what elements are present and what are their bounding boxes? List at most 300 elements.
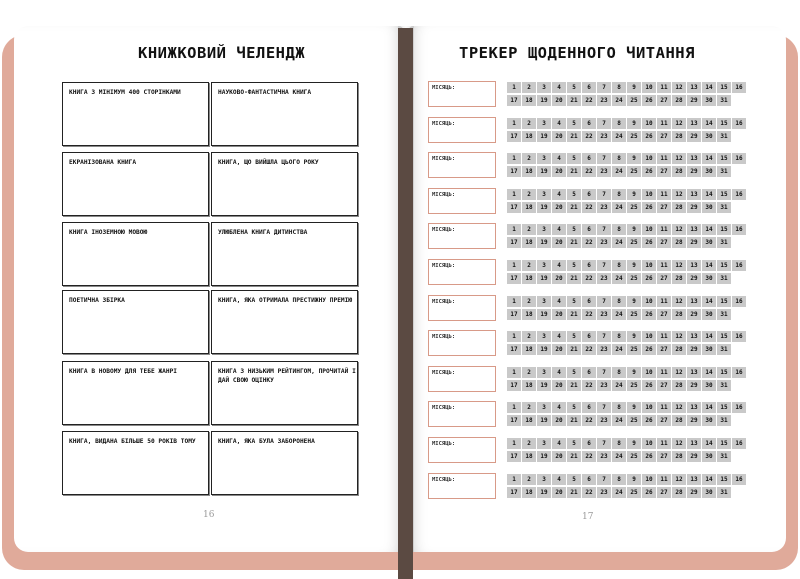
day-cell[interactable]: 8 [612, 331, 626, 342]
day-cell[interactable]: 15 [717, 331, 731, 342]
day-cell[interactable]: 20 [552, 415, 566, 426]
day-cell[interactable]: 4 [552, 438, 566, 449]
day-cell[interactable]: 5 [567, 402, 581, 413]
day-cell[interactable]: 30 [702, 166, 716, 177]
day-cell[interactable]: 10 [642, 296, 656, 307]
day-cell[interactable]: 20 [552, 237, 566, 248]
day-cell[interactable]: 30 [702, 487, 716, 498]
day-cell[interactable]: 28 [672, 451, 686, 462]
day-cell[interactable]: 13 [687, 224, 701, 235]
challenge-box[interactable] [211, 152, 358, 216]
day-cell[interactable]: 26 [642, 451, 656, 462]
day-cell[interactable]: 15 [717, 118, 731, 129]
day-cell[interactable]: 11 [657, 224, 671, 235]
day-cell[interactable]: 7 [597, 474, 611, 485]
month-field[interactable] [428, 223, 496, 249]
day-cell[interactable]: 16 [732, 224, 746, 235]
day-cell[interactable]: 22 [582, 415, 596, 426]
day-cell[interactable]: 6 [582, 118, 596, 129]
day-cell[interactable]: 7 [597, 224, 611, 235]
challenge-box[interactable] [211, 361, 358, 425]
day-cell[interactable]: 3 [537, 296, 551, 307]
day-cell[interactable]: 10 [642, 402, 656, 413]
day-cell[interactable]: 15 [717, 474, 731, 485]
day-cell[interactable]: 1 [507, 367, 521, 378]
day-cell[interactable]: 11 [657, 260, 671, 271]
day-cell[interactable]: 8 [612, 118, 626, 129]
day-cell[interactable]: 14 [702, 402, 716, 413]
day-cell[interactable]: 1 [507, 153, 521, 164]
day-cell[interactable]: 25 [627, 451, 641, 462]
day-cell[interactable]: 2 [522, 153, 536, 164]
day-cell[interactable]: 24 [612, 202, 626, 213]
day-cell[interactable]: 8 [612, 260, 626, 271]
day-cell[interactable]: 4 [552, 153, 566, 164]
month-field[interactable] [428, 259, 496, 285]
day-cell[interactable]: 10 [642, 224, 656, 235]
day-cell[interactable]: 16 [732, 153, 746, 164]
day-cell[interactable]: 12 [672, 260, 686, 271]
day-cell[interactable]: 9 [627, 82, 641, 93]
day-cell[interactable]: 14 [702, 82, 716, 93]
day-cell[interactable]: 7 [597, 189, 611, 200]
day-cell[interactable]: 26 [642, 344, 656, 355]
day-cell[interactable]: 20 [552, 273, 566, 284]
day-cell[interactable]: 18 [522, 451, 536, 462]
day-cell[interactable]: 7 [597, 118, 611, 129]
day-cell[interactable]: 19 [537, 380, 551, 391]
day-cell[interactable]: 19 [537, 237, 551, 248]
day-cell[interactable]: 18 [522, 309, 536, 320]
challenge-box[interactable] [211, 222, 358, 286]
day-cell[interactable]: 31 [717, 202, 731, 213]
day-cell[interactable]: 13 [687, 296, 701, 307]
day-cell[interactable]: 3 [537, 260, 551, 271]
day-cell[interactable]: 9 [627, 402, 641, 413]
day-cell[interactable]: 12 [672, 189, 686, 200]
day-cell[interactable]: 18 [522, 131, 536, 142]
day-cell[interactable]: 3 [537, 82, 551, 93]
day-cell[interactable]: 6 [582, 224, 596, 235]
day-cell[interactable]: 19 [537, 95, 551, 106]
day-cell[interactable]: 27 [657, 273, 671, 284]
day-cell[interactable]: 28 [672, 380, 686, 391]
day-cell[interactable]: 6 [582, 260, 596, 271]
day-cell[interactable]: 11 [657, 331, 671, 342]
day-cell[interactable]: 17 [507, 202, 521, 213]
day-cell[interactable]: 27 [657, 166, 671, 177]
day-cell[interactable]: 22 [582, 451, 596, 462]
day-cell[interactable]: 30 [702, 273, 716, 284]
day-cell[interactable]: 23 [597, 487, 611, 498]
day-cell[interactable]: 13 [687, 474, 701, 485]
day-cell[interactable]: 22 [582, 380, 596, 391]
day-cell[interactable]: 13 [687, 260, 701, 271]
day-cell[interactable]: 10 [642, 438, 656, 449]
day-cell[interactable]: 5 [567, 438, 581, 449]
day-cell[interactable]: 29 [687, 131, 701, 142]
day-cell[interactable]: 4 [552, 82, 566, 93]
day-cell[interactable]: 2 [522, 402, 536, 413]
day-cell[interactable]: 10 [642, 118, 656, 129]
day-cell[interactable]: 25 [627, 380, 641, 391]
day-cell[interactable]: 4 [552, 118, 566, 129]
day-cell[interactable]: 9 [627, 331, 641, 342]
day-cell[interactable]: 11 [657, 82, 671, 93]
day-cell[interactable]: 19 [537, 451, 551, 462]
day-cell[interactable]: 6 [582, 438, 596, 449]
day-cell[interactable]: 31 [717, 95, 731, 106]
day-cell[interactable]: 8 [612, 224, 626, 235]
challenge-box[interactable] [211, 82, 358, 146]
day-cell[interactable]: 30 [702, 202, 716, 213]
day-cell[interactable]: 23 [597, 309, 611, 320]
day-cell[interactable]: 5 [567, 189, 581, 200]
day-cell[interactable]: 22 [582, 166, 596, 177]
day-cell[interactable]: 26 [642, 237, 656, 248]
day-cell[interactable]: 16 [732, 474, 746, 485]
day-cell[interactable]: 24 [612, 309, 626, 320]
day-cell[interactable]: 20 [552, 451, 566, 462]
day-cell[interactable]: 17 [507, 309, 521, 320]
day-cell[interactable]: 19 [537, 344, 551, 355]
day-cell[interactable]: 14 [702, 438, 716, 449]
day-cell[interactable]: 12 [672, 82, 686, 93]
day-cell[interactable]: 14 [702, 331, 716, 342]
day-cell[interactable]: 7 [597, 367, 611, 378]
day-cell[interactable]: 18 [522, 166, 536, 177]
day-cell[interactable]: 4 [552, 224, 566, 235]
day-cell[interactable]: 25 [627, 95, 641, 106]
day-cell[interactable]: 11 [657, 189, 671, 200]
day-cell[interactable]: 28 [672, 202, 686, 213]
day-cell[interactable]: 2 [522, 224, 536, 235]
day-cell[interactable]: 6 [582, 402, 596, 413]
day-cell[interactable]: 14 [702, 224, 716, 235]
day-cell[interactable]: 3 [537, 118, 551, 129]
day-cell[interactable]: 7 [597, 438, 611, 449]
day-cell[interactable]: 15 [717, 153, 731, 164]
day-cell[interactable]: 2 [522, 367, 536, 378]
day-cell[interactable]: 5 [567, 367, 581, 378]
day-cell[interactable]: 6 [582, 296, 596, 307]
day-cell[interactable]: 22 [582, 237, 596, 248]
month-field[interactable] [428, 152, 496, 178]
day-cell[interactable]: 3 [537, 189, 551, 200]
day-cell[interactable]: 21 [567, 415, 581, 426]
day-cell[interactable]: 10 [642, 331, 656, 342]
month-field[interactable] [428, 117, 496, 143]
day-cell[interactable]: 16 [732, 402, 746, 413]
day-cell[interactable]: 29 [687, 202, 701, 213]
day-cell[interactable]: 31 [717, 344, 731, 355]
day-cell[interactable]: 12 [672, 438, 686, 449]
day-cell[interactable]: 16 [732, 331, 746, 342]
day-cell[interactable]: 1 [507, 402, 521, 413]
day-cell[interactable]: 4 [552, 474, 566, 485]
day-cell[interactable]: 26 [642, 380, 656, 391]
day-cell[interactable]: 20 [552, 344, 566, 355]
day-cell[interactable]: 3 [537, 224, 551, 235]
day-cell[interactable]: 3 [537, 331, 551, 342]
day-cell[interactable]: 23 [597, 380, 611, 391]
day-cell[interactable]: 23 [597, 166, 611, 177]
day-cell[interactable]: 30 [702, 237, 716, 248]
day-cell[interactable]: 31 [717, 273, 731, 284]
day-cell[interactable]: 1 [507, 82, 521, 93]
day-cell[interactable]: 9 [627, 296, 641, 307]
day-cell[interactable]: 9 [627, 118, 641, 129]
day-cell[interactable]: 28 [672, 344, 686, 355]
day-cell[interactable]: 30 [702, 415, 716, 426]
day-cell[interactable]: 5 [567, 224, 581, 235]
day-cell[interactable]: 22 [582, 487, 596, 498]
day-cell[interactable]: 8 [612, 474, 626, 485]
challenge-box[interactable] [62, 82, 209, 146]
day-cell[interactable]: 8 [612, 438, 626, 449]
day-cell[interactable]: 24 [612, 415, 626, 426]
day-cell[interactable]: 21 [567, 131, 581, 142]
day-cell[interactable]: 14 [702, 118, 716, 129]
day-cell[interactable]: 21 [567, 202, 581, 213]
day-cell[interactable]: 4 [552, 331, 566, 342]
day-cell[interactable]: 22 [582, 131, 596, 142]
day-cell[interactable]: 3 [537, 474, 551, 485]
challenge-box[interactable] [211, 431, 358, 495]
day-cell[interactable]: 9 [627, 367, 641, 378]
month-field[interactable] [428, 295, 496, 321]
day-cell[interactable]: 12 [672, 402, 686, 413]
day-cell[interactable]: 20 [552, 131, 566, 142]
day-cell[interactable]: 10 [642, 153, 656, 164]
day-cell[interactable]: 24 [612, 380, 626, 391]
day-cell[interactable]: 15 [717, 189, 731, 200]
day-cell[interactable]: 28 [672, 309, 686, 320]
day-cell[interactable]: 30 [702, 131, 716, 142]
day-cell[interactable]: 18 [522, 415, 536, 426]
day-cell[interactable]: 1 [507, 118, 521, 129]
month-field[interactable] [428, 330, 496, 356]
day-cell[interactable]: 11 [657, 438, 671, 449]
day-cell[interactable]: 31 [717, 309, 731, 320]
day-cell[interactable]: 24 [612, 131, 626, 142]
month-field[interactable] [428, 473, 496, 499]
day-cell[interactable]: 27 [657, 309, 671, 320]
day-cell[interactable]: 16 [732, 367, 746, 378]
day-cell[interactable]: 2 [522, 82, 536, 93]
day-cell[interactable]: 12 [672, 153, 686, 164]
day-cell[interactable]: 16 [732, 189, 746, 200]
day-cell[interactable]: 14 [702, 296, 716, 307]
day-cell[interactable]: 5 [567, 260, 581, 271]
day-cell[interactable]: 15 [717, 438, 731, 449]
day-cell[interactable]: 23 [597, 344, 611, 355]
day-cell[interactable]: 9 [627, 474, 641, 485]
day-cell[interactable]: 29 [687, 451, 701, 462]
day-cell[interactable]: 24 [612, 237, 626, 248]
day-cell[interactable]: 8 [612, 296, 626, 307]
day-cell[interactable]: 14 [702, 153, 716, 164]
day-cell[interactable]: 29 [687, 237, 701, 248]
day-cell[interactable]: 19 [537, 487, 551, 498]
day-cell[interactable]: 29 [687, 309, 701, 320]
day-cell[interactable]: 28 [672, 95, 686, 106]
day-cell[interactable]: 5 [567, 82, 581, 93]
day-cell[interactable]: 6 [582, 82, 596, 93]
day-cell[interactable]: 23 [597, 237, 611, 248]
day-cell[interactable]: 11 [657, 118, 671, 129]
day-cell[interactable]: 31 [717, 415, 731, 426]
day-cell[interactable]: 1 [507, 260, 521, 271]
day-cell[interactable]: 18 [522, 95, 536, 106]
day-cell[interactable]: 24 [612, 487, 626, 498]
day-cell[interactable]: 26 [642, 202, 656, 213]
day-cell[interactable]: 18 [522, 237, 536, 248]
day-cell[interactable]: 24 [612, 166, 626, 177]
day-cell[interactable]: 12 [672, 118, 686, 129]
day-cell[interactable]: 27 [657, 202, 671, 213]
day-cell[interactable]: 29 [687, 344, 701, 355]
day-cell[interactable]: 11 [657, 402, 671, 413]
day-cell[interactable]: 7 [597, 153, 611, 164]
day-cell[interactable]: 20 [552, 95, 566, 106]
day-cell[interactable]: 21 [567, 95, 581, 106]
day-cell[interactable]: 28 [672, 273, 686, 284]
day-cell[interactable]: 2 [522, 474, 536, 485]
day-cell[interactable]: 20 [552, 380, 566, 391]
day-cell[interactable]: 26 [642, 131, 656, 142]
challenge-box[interactable] [62, 222, 209, 286]
challenge-box[interactable] [211, 290, 358, 354]
day-cell[interactable]: 7 [597, 260, 611, 271]
day-cell[interactable]: 21 [567, 487, 581, 498]
day-cell[interactable]: 3 [537, 367, 551, 378]
day-cell[interactable]: 15 [717, 260, 731, 271]
day-cell[interactable]: 2 [522, 260, 536, 271]
day-cell[interactable]: 17 [507, 273, 521, 284]
day-cell[interactable]: 29 [687, 487, 701, 498]
day-cell[interactable]: 8 [612, 153, 626, 164]
day-cell[interactable]: 7 [597, 82, 611, 93]
day-cell[interactable]: 24 [612, 273, 626, 284]
day-cell[interactable]: 25 [627, 131, 641, 142]
day-cell[interactable]: 15 [717, 367, 731, 378]
day-cell[interactable]: 2 [522, 118, 536, 129]
day-cell[interactable]: 17 [507, 380, 521, 391]
day-cell[interactable]: 19 [537, 166, 551, 177]
day-cell[interactable]: 23 [597, 451, 611, 462]
day-cell[interactable]: 16 [732, 296, 746, 307]
day-cell[interactable]: 9 [627, 153, 641, 164]
day-cell[interactable]: 11 [657, 296, 671, 307]
day-cell[interactable]: 23 [597, 273, 611, 284]
day-cell[interactable]: 10 [642, 260, 656, 271]
day-cell[interactable]: 15 [717, 224, 731, 235]
day-cell[interactable]: 4 [552, 260, 566, 271]
day-cell[interactable]: 23 [597, 131, 611, 142]
day-cell[interactable]: 17 [507, 487, 521, 498]
day-cell[interactable]: 27 [657, 451, 671, 462]
day-cell[interactable]: 28 [672, 131, 686, 142]
day-cell[interactable]: 21 [567, 273, 581, 284]
day-cell[interactable]: 31 [717, 380, 731, 391]
day-cell[interactable]: 18 [522, 344, 536, 355]
day-cell[interactable]: 21 [567, 166, 581, 177]
day-cell[interactable]: 25 [627, 202, 641, 213]
day-cell[interactable]: 21 [567, 237, 581, 248]
day-cell[interactable]: 31 [717, 131, 731, 142]
day-cell[interactable]: 1 [507, 224, 521, 235]
day-cell[interactable]: 26 [642, 95, 656, 106]
day-cell[interactable]: 31 [717, 451, 731, 462]
day-cell[interactable]: 31 [717, 237, 731, 248]
day-cell[interactable]: 21 [567, 344, 581, 355]
day-cell[interactable]: 18 [522, 380, 536, 391]
day-cell[interactable]: 27 [657, 344, 671, 355]
day-cell[interactable]: 16 [732, 438, 746, 449]
day-cell[interactable]: 24 [612, 451, 626, 462]
day-cell[interactable]: 25 [627, 344, 641, 355]
day-cell[interactable]: 15 [717, 402, 731, 413]
day-cell[interactable]: 31 [717, 487, 731, 498]
day-cell[interactable]: 13 [687, 153, 701, 164]
day-cell[interactable]: 6 [582, 367, 596, 378]
day-cell[interactable]: 27 [657, 415, 671, 426]
day-cell[interactable]: 13 [687, 118, 701, 129]
day-cell[interactable]: 29 [687, 415, 701, 426]
month-field[interactable] [428, 81, 496, 107]
day-cell[interactable]: 15 [717, 82, 731, 93]
day-cell[interactable]: 24 [612, 95, 626, 106]
day-cell[interactable]: 29 [687, 95, 701, 106]
month-field[interactable] [428, 401, 496, 427]
challenge-box[interactable] [62, 152, 209, 216]
day-cell[interactable]: 3 [537, 153, 551, 164]
day-cell[interactable]: 1 [507, 438, 521, 449]
day-cell[interactable]: 17 [507, 237, 521, 248]
day-cell[interactable]: 22 [582, 273, 596, 284]
day-cell[interactable]: 7 [597, 402, 611, 413]
day-cell[interactable]: 30 [702, 95, 716, 106]
day-cell[interactable]: 4 [552, 296, 566, 307]
day-cell[interactable]: 5 [567, 331, 581, 342]
day-cell[interactable]: 20 [552, 487, 566, 498]
day-cell[interactable]: 30 [702, 451, 716, 462]
day-cell[interactable]: 19 [537, 415, 551, 426]
day-cell[interactable]: 1 [507, 189, 521, 200]
day-cell[interactable]: 19 [537, 273, 551, 284]
day-cell[interactable]: 22 [582, 309, 596, 320]
day-cell[interactable]: 6 [582, 474, 596, 485]
day-cell[interactable]: 6 [582, 331, 596, 342]
day-cell[interactable]: 27 [657, 131, 671, 142]
day-cell[interactable]: 22 [582, 95, 596, 106]
day-cell[interactable]: 4 [552, 367, 566, 378]
day-cell[interactable]: 3 [537, 402, 551, 413]
day-cell[interactable]: 28 [672, 237, 686, 248]
day-cell[interactable]: 30 [702, 309, 716, 320]
day-cell[interactable]: 9 [627, 260, 641, 271]
day-cell[interactable]: 12 [672, 474, 686, 485]
day-cell[interactable]: 11 [657, 153, 671, 164]
day-cell[interactable]: 10 [642, 189, 656, 200]
day-cell[interactable]: 5 [567, 153, 581, 164]
day-cell[interactable]: 1 [507, 474, 521, 485]
day-cell[interactable]: 16 [732, 118, 746, 129]
day-cell[interactable]: 27 [657, 237, 671, 248]
day-cell[interactable]: 18 [522, 487, 536, 498]
day-cell[interactable]: 9 [627, 438, 641, 449]
